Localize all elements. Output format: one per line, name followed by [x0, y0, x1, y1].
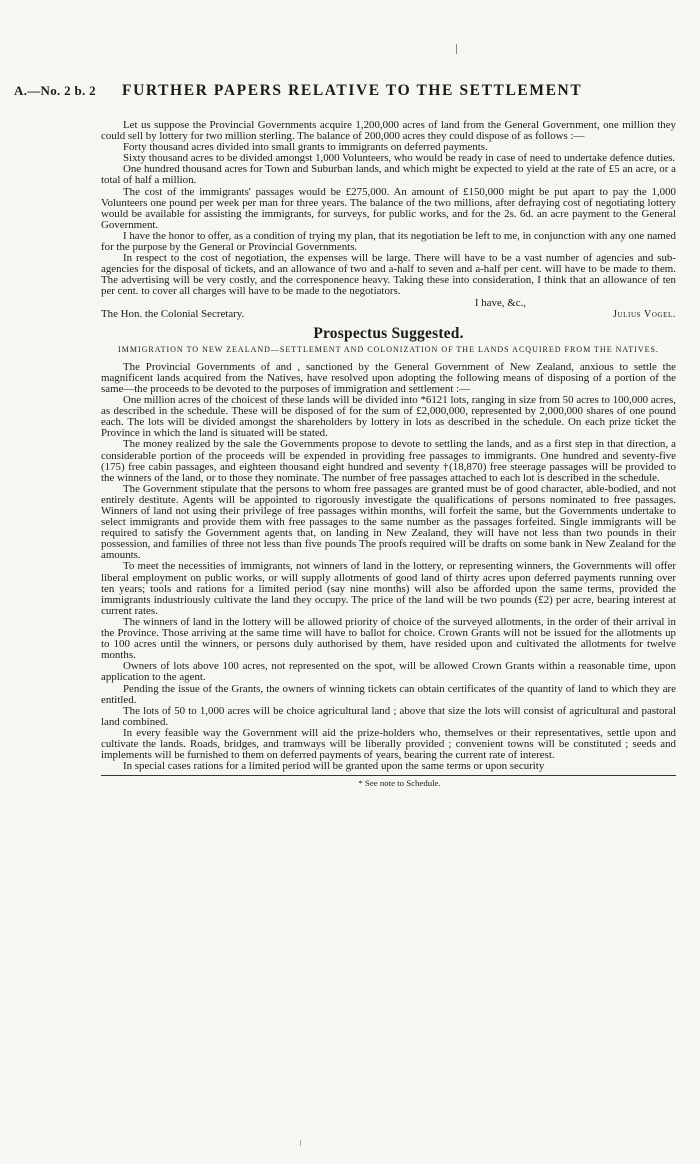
prospectus-paragraph: The lots of 50 to 1,000 acres will be choice agricultural land ; above that size the lots will consist of agricultural and pastoral land combined.	[101, 704, 676, 728]
footnote: * See note to Schedule.	[358, 778, 441, 789]
pencil-mark	[300, 1140, 301, 1146]
prospectus-paragraph: In special cases rations for a limited period will be granted upon the same terms or upon security	[123, 760, 545, 773]
letter-paragraph: I have the honor to offer, as a condition of trying my plan, that its negotiation be left to me, in conjunction with any one named for the purpose by the General or Provincial Governments.	[101, 229, 676, 254]
letter-paragraph: Sixty thousand acres to be divided amongst 1,000 Volunteers, who would be ready in case of need to undertake defence duties.	[123, 152, 676, 165]
page-reference: A.—No. 2 b. 2	[14, 83, 96, 98]
letter-paragraph: The cost of the immigrants' passages would be £275,000. An amount of £150,000 might be put apart to pay the 1,000 Volunteers one pound per week per man for three years. The balance of the two millions, after defraying cost of negotiating lottery would be available for assisting the immigrants, for surveys, for public works, and for the 2s. 6d. an acre payment to the General Government.	[101, 185, 676, 231]
prospectus-paragraph: The winners of land in the lottery will be allowed priority of choice of the surveyed allotments, in the order of their arrival in the Province. Those arriving at the same time will have to ballot for choice. Crown Grants will not be issued for the allotments up to 100 acres until the winners, or persons duly authorised by them, have resided upon and cultivated the allotments for twelve months.	[101, 615, 676, 662]
prospectus-paragraph: The Provincial Governments of and , sanctioned by the General Government of New Zealand, anxious to settle the magnificent lands acquired from the Natives, have resolved upon adopting the following means of disposing of a portion of the same—the proceeds to be devoted to the purposes of immigration and settlement :—	[101, 360, 676, 395]
prospectus-subheading: IMMIGRATION TO NEW ZEALAND—SETTLEMENT AND COLONIZATION OF THE LANDS ACQUIRED FROM THE NATIVES.	[118, 344, 659, 354]
letter-paragraph: In respect to the cost of negotiation, the expenses will be large. There will have to be a vast number of agencies and sub-agencies for the disposal of tickets, and an allowance of two and a-half to seven and a-half per cent. will have to be made to them. The advertising will be very costly, and the corresponence heavy. Taking these into consideration, I think that an allowance of ten per cent. to cover all charges will have to be made to the negotiators.	[101, 252, 676, 298]
prospectus-paragraph: To meet the necessities of immigrants, not winners of land in the lottery, or representing winners, the Governments will offer liberal employment on public works, or will supply allotments of good land of thirty acres upon deferred payments running over ten years; tools and rations for a limited period (say nine months) will also be afforded upon the same terms, provided the immigrants industriously cultivate the land they occupy. The price of the land will be two pounds (£2) per acre, bearing interest at current rates.	[101, 560, 676, 617]
footnote-rule	[101, 775, 676, 776]
letter-addressee: The Hon. the Colonial Secretary.	[101, 307, 245, 320]
letter-paragraph: One hundred thousand acres for Town and Suburban lands, and which might be expected to yield at the rate of £5 an acre, or a total of half a million.	[101, 163, 676, 187]
prospectus-paragraph: The money realized by the sale the Governments propose to devote to settling the lands, and as a first step in that direction, a considerable portion of the proceeds will be expended in providing free passages to immigrants. One hundred and seventy-five (175) free cabin passages, and eighteen thousand eight hundred and seventy †(18,870) free steerage passages will be provided to the winners of the land, or to those they nominate. The number of free passages attached to each lot is described in the schedule.	[101, 438, 676, 484]
prospectus-heading: Prospectus Suggested.	[313, 324, 464, 342]
prospectus-paragraph: In every feasible way the Government will aid the prize-holders who, themselves or their representatives, settle upon and cultivate the lands. Roads, bridges, and tramways will be liberally provided ; convenient towns will be constituted ; seeds and implements will be furnished to them on deferred payments of years, bearing the current rate of interest.	[101, 726, 676, 762]
prospectus-paragraph: One million acres of the choicest of these lands will be divided into *6121 lots, ranging in size from 50 acres to 100,000 acres, as described in the schedule. These will be disposed of for the sum of £2,000,000, represented by 2,000,000 shares of one pound each. The lots will be divided amongst the shareholders by lottery in lots as described in the schedule. On each prize ticket the Province in which the land is situated will be stated.	[101, 394, 676, 440]
body-text	[101, 120, 676, 789]
running-title: FURTHER PAPERS RELATIVE TO THE SETTLEMENT	[122, 82, 583, 99]
letter-section	[101, 120, 676, 320]
prospectus-section	[101, 362, 676, 772]
prospectus-paragraph: Owners of lots above 100 acres, not represented on the spot, will be allowed Crown Grants within a reasonable time, upon application to the agent.	[101, 660, 676, 684]
page-header	[14, 82, 686, 104]
prospectus-paragraph: The Government stipulate that the persons to whom free passages are granted must be of good character, able-bodied, and not entirely destitute. Agents will be appointed to rigorously investigate the qualifications of persons nominated to free passages. Winners of land not using their privilege of free passages within months, will forfeit the same, but the Governments undertake to select immigrants and provide them with free passages to the same number as the passages forfeited. Single immigrants will be required to satisfy the Government agents that, on landing in New Zealand, they will have not less than two pounds in their possession, and families of three not less than five pounds The proofs required will be drafts on some bank in New Zealand for the amounts.	[101, 482, 676, 562]
letter-paragraph: Let us suppose the Provincial Governments acquire 1,200,000 acres of land from the General Government, one million they could sell by lottery for two million sterling. The balance of 200,000 acres they could dispose of as follows :—	[101, 119, 676, 143]
prospectus-paragraph: Pending the issue of the Grants, the owners of winning tickets can obtain certificates of the quantity of land to which they are entitled.	[101, 682, 676, 706]
letter-paragraph: Forty thousand acres divided into small grants to immigrants on deferred payments.	[123, 141, 488, 154]
letter-signature: Julius Vogel.	[612, 308, 676, 320]
letter-closing: I have, &c.,	[474, 296, 526, 309]
letter-signoff	[101, 309, 676, 320]
pencil-mark	[456, 44, 457, 54]
